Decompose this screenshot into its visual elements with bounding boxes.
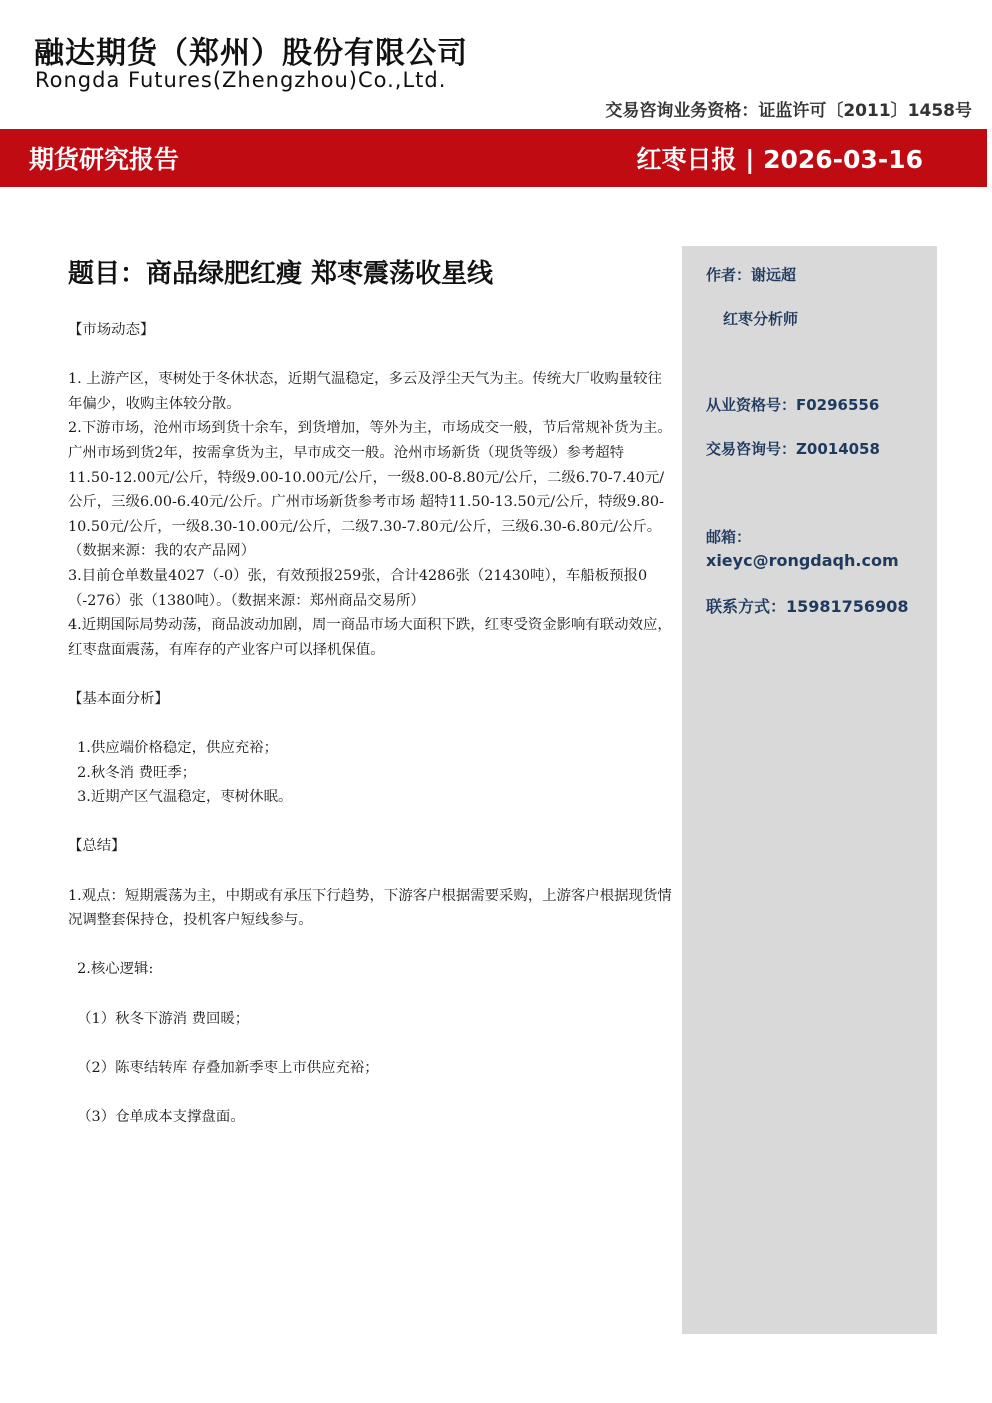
summary-paragraph: 1.观点：短期震荡为主，中期或有承压下行趋势，下游客户根据需要采购，上游客户根据现货情况调整套保持仓，投机客户短线参与。 (68, 887, 672, 929)
email-address[interactable]: xieyc@rongdaqh.com (706, 551, 899, 570)
section-heading-fundamental: 【基本面分析】 (68, 690, 169, 707)
fundamental-item: 1.供应端价格稳定，供应充裕； (68, 740, 278, 757)
section-heading-summary: 【总结】 (68, 838, 126, 855)
market-paragraph: 1. 上游产区，枣树处于冬休状态，近期气温稳定，多云及浮尘天气为主。传统大厂收购量较往年偏少，收购主体较分散。 (68, 371, 662, 412)
market-paragraph: 3.目前仓单数量4027（-0）张，有效预报259张，合计4286张（21430吨），车船板预报0（-276）张（1380吨）。（数据来源：郑州商品交易所） (68, 567, 648, 609)
report-title-date: 红枣日报 | 2026-03-16 (636, 145, 923, 174)
author-name: 作者：谢远超 (706, 266, 797, 284)
email-label: 邮箱： (706, 528, 752, 546)
market-paragraph: 2.下游市场，沧州市场到货十余车，到货增加，等外为主，市场成交一般，节后常规补货为主。广州市场到货2年，按需拿货为主，早市成交一般。沧州市场新货（现货等级）参考超特 11.50-12.00元/公斤，特级9.00-10.00元/公斤，一级8.00-8.80元/公斤，二级6.70-7.40元/公斤，三级6.00-6.40元/公斤。广州市场新货参考市场 超特11.50-13.50元/公斤，特级9.80-10.50元/公斤，一级8.30-10.00元/公斤，二级7.30-7.80元/公斤，三级6.30-6.80元/公斤。（数据来源：我的农产品网） (68, 420, 672, 560)
qualification-number: 从业资格号：F0296556 (706, 396, 880, 414)
report-type: 期货研究报告 (29, 145, 180, 174)
fundamental-item: 3.近期产区气温稳定，枣树休眠。 (68, 789, 293, 806)
fundamental-item: 2.秋冬消 费旺季； (68, 764, 197, 781)
report-banner (0, 129, 987, 187)
article-body (68, 318, 672, 1130)
article-title: 题目：商品绿肥红瘦 郑枣震荡收星线 (68, 259, 494, 289)
summary-item: （3）仓单成本支撑盘面。 (68, 1109, 245, 1125)
company-name-cn: 融达期货（郑州）股份有限公司 (34, 36, 468, 71)
summary-item: （2）陈枣结转库 存叠加新季枣上市供应充裕； (68, 1059, 379, 1076)
author-sidebar (682, 246, 937, 1334)
market-paragraph: 4.近期国际局势动荡，商品波动加剧，周一商品市场大面积下跌，红枣受资金影响有联动效应，红枣盘面震荡，有库存的产业客户可以择机保值。 (68, 617, 672, 658)
license-info: 交易咨询业务资格：证监许可〔2011〕1458号 (605, 101, 972, 121)
author-role: 红枣分析师 (723, 310, 799, 328)
consult-number: 交易咨询号：Z0014058 (706, 440, 880, 458)
company-name-en: Rongda Futures(Zhengzhou)Co.,Ltd. (35, 68, 447, 92)
section-heading-market: 【市场动态】 (68, 322, 155, 338)
contact-phone: 联系方式：15981756908 (706, 597, 909, 616)
summary-item: （1）秋冬下游消 费回暖； (68, 1010, 250, 1027)
summary-item: 2.核心逻辑: (68, 961, 154, 978)
